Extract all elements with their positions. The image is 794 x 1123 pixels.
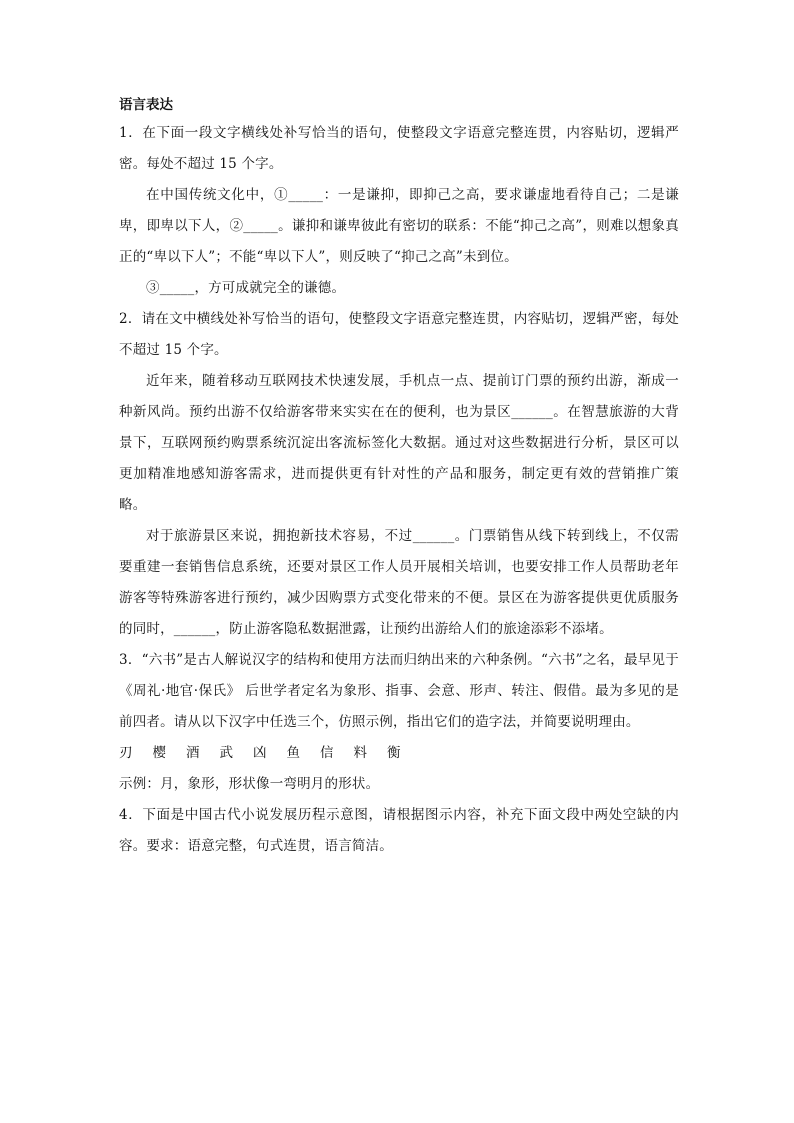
character-item: 料 [353,745,367,761]
question-1-stem: 1．在下面一段文字横线处补写恰当的语句，使整段文字语意完整连贯，内容贴切，逻辑严密。每处不超过 15 个字。 [119,125,679,172]
character-item: 鱼 [286,745,300,761]
character-item: 衡 [387,745,401,761]
question-4-stem: 4．下面是中国古代小说发展历程示意图，请根据图示内容，补充下面文段中两处空缺的内容。要求：语意完整，句式连贯，语言简洁。 [119,807,679,854]
character-list [119,738,679,769]
question-2-paragraph-1: 近年来，随着移动互联网技术快速发展，手机点一点、提前订门票的预约出游，渐成一种新风尚。预约出游不仅给游客带来实实在在的便利，也为景区______。在智慧旅游的大背景下，互联网预约购票系统沉淀出客流标签化大数据。通过对这些数据进行分析，景区可以更加精准地感知游客需求，进而提供更有针对性的产品和服务，制定更有效的营销推广策略。 [119,373,679,513]
question-1-paragraph-2: ③_____，方可成就完全的谦德。 [146,280,346,296]
question-1-paragraph-1: 在中国传统文化中，①_____：一是谦抑，即抑己之高，要求谦虚地看待自己；二是谦卑，即卑以下人，②_____。谦抑和谦卑彼此有密切的联系：不能“抑己之高”，则难以想象真正的“卑以下人”；不能“卑以下人”，则反映了“抑己之高”未到位。 [119,187,679,265]
question-3-stem: 3．“六书”是古人解说汉字的结构和使用方法而归纳出来的六种条例。“六书”之名，最早见于《周礼·地官·保氏》 后世学者定名为象形、指事、会意、形声、转注、假借。最为多见的是前四者。请从以下汉字中任选三个，仿照示例，指出它们的造字法，并简要说明理由。 [119,652,679,730]
character-item: 樱 [152,745,166,761]
character-item: 信 [320,745,334,761]
document-page [119,94,679,862]
character-item: 武 [219,745,233,761]
question-2-paragraph-2: 对于旅游景区来说，拥抱新技术容易，不过______。门票销售从线下转到线上，不仅需要重建一套销售信息系统，还要对景区工作人员开展相关培训，也要安排工作人员帮助老年游客等特殊游客进行预约，减少因购票方式变化带来的不便。景区在为游客提供更优质服务的同时，______，防止游客隐私数据泄露，让预约出游给人们的旅途添彩不添堵。 [119,528,679,637]
question-3-example: 示例：月，象形，形状像一弯明月的形状。 [119,776,380,792]
section-title: 语言表达 [119,97,173,113]
character-item: 凶 [253,745,267,761]
character-item: 刃 [119,745,133,761]
question-2-stem: 2．请在文中横线处补写恰当的语句，使整段文字语意完整连贯，内容贴切，逻辑严密，每处不超过 15 个字。 [119,311,679,358]
character-item: 酒 [186,745,200,761]
